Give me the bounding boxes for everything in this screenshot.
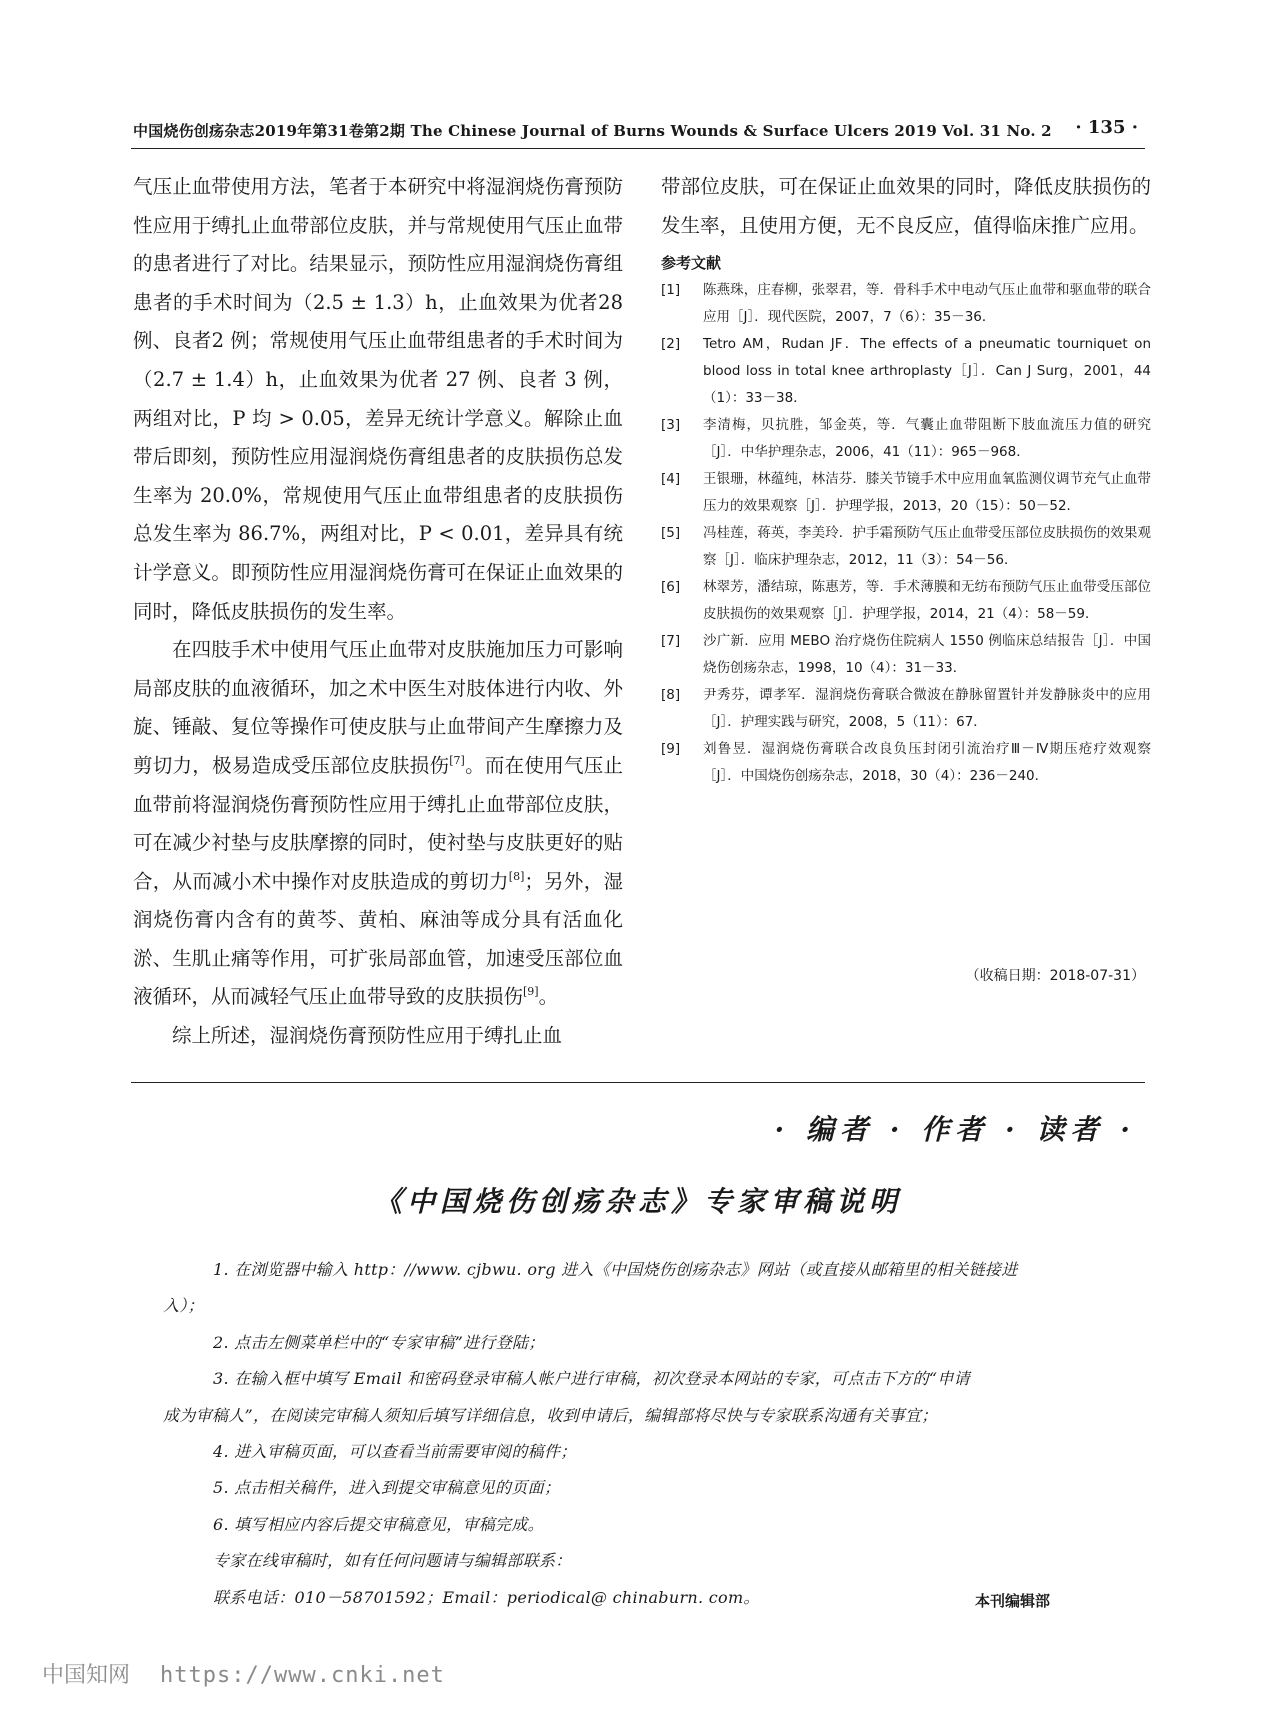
references-heading: 参考文献 (661, 254, 722, 273)
section-tag: · 编者 · 作者 · 读者 · (774, 1113, 1136, 1146)
notice-line: 4. 进入审稿页面，可以查看当前需要审阅的稿件； (213, 1442, 577, 1462)
paragraph: 带部位皮肤，可在保证止血效果的同时，降低皮肤损伤的发生率，且使用方便，无不良反应，值得临床推广应用。 (661, 175, 1151, 237)
reference-number: [3] (661, 417, 681, 434)
notice-title: 《中国烧伤创疡杂志》专家审稿说明 (373, 1185, 902, 1218)
reference-item (661, 331, 1151, 412)
reference-text: Tetro AM，Rudan JF．The effects of a pneumatic tourniquet on blood loss in total knee arthroplasty［J］．Can J Surg，2001，44（1）：33－38． (703, 336, 1151, 407)
reference-text: 沙广新．应用 MEBO 治疗烧伤住院病人 1550 例临床总结报告［J］．中国烧伤创疡杂志，1998，10（4）：31－33． (703, 633, 1151, 677)
text-run: 。 (538, 985, 559, 1009)
reference-text: 王银珊，林蕴纯，林洁芬．膝关节镜手术中应用血氧监测仪调节充气止血带压力的效果观察［J］．护理学报，2013，20（15）：50－52． (703, 471, 1151, 515)
reference-number: [4] (661, 471, 681, 488)
notice-line: 入）； (163, 1296, 204, 1316)
reference-item (661, 520, 1151, 574)
reference-text: 李清梅，贝抗胜，邹金英，等．气囊止血带阻断下肢血流压力值的研究［J］．中华护理杂志，2006，41（11）：965－968． (703, 417, 1151, 461)
reference-text: 冯桂莲，蒋英，李美玲．护手霜预防气压止血带受压部位皮肤损伤的效果观察［J］．临床护理杂志，2012，11（3）：54－56． (703, 525, 1151, 569)
reference-item (661, 412, 1151, 466)
reference-number: [7] (661, 633, 681, 650)
citation: [7] (449, 753, 465, 767)
reference-item (661, 574, 1151, 628)
reference-item (661, 277, 1151, 331)
reference-item (661, 466, 1151, 520)
citation: [8] (508, 869, 525, 883)
received-date: （收稿日期：2018-07-31） (965, 968, 1145, 984)
text-run: ；另外，湿润烧伤膏内含有的黄芩、黄柏、麻油等成分具有活血化淤、生肌止痛等作用，可扩张局部血管，加速受压部位血液循环，从而减轻气压止血带导致的皮肤损伤 (133, 869, 623, 1009)
citation: [9] (523, 985, 539, 999)
reference-item (661, 682, 1151, 736)
right-column (661, 168, 1151, 790)
reference-list (661, 277, 1151, 790)
reference-number: [8] (661, 687, 681, 704)
watermark-url: https://www.cnki.net (160, 1663, 445, 1688)
text-run: 。而在使用气压止血带前将湿润烧伤膏预防性应用于缚扎止血带部位皮肤，可在减少衬垫与皮肤摩擦的同时，使衬垫与皮肤更好的贴合，从而减小术中操作对皮肤造成的剪切力 (133, 753, 623, 893)
watermark-cn: 中国知网 (42, 1663, 131, 1688)
notice-line: 1. 在浏览器中输入 http：//www. cjbwu. org 进入《中国烧伤创疡杂志》网站（或直接从邮箱里的相关链接进 (213, 1260, 1018, 1279)
notice-line: 3. 在输入框中填写 Email 和密码登录审稿人帐户进行审稿，初次登录本网站的专家，可点击下方的“申请 (213, 1369, 970, 1389)
reference-number: [5] (661, 525, 681, 542)
text-run: 在四肢手术中使用气压止血带对皮肤施加压力可影响局部皮肤的血液循环，加之术中医生对肢体进行内收、外旋、锤敲、复位等操作可使皮肤与止血带间产生摩擦力及剪切力，极易造成受压部位皮肤损伤 (133, 638, 623, 777)
reference-text: 尹秀芬，谭孝军．湿润烧伤膏联合微波在静脉留置针并发静脉炎中的应用［J］．护理实践与研究，2008，5（11）：67． (703, 687, 1151, 731)
notice-line: 专家在线审稿时，如有任何问题请与编辑部联系： (213, 1551, 572, 1571)
signoff: 本刊编辑部 (975, 1592, 1051, 1610)
section-divider (131, 1082, 1145, 1083)
reference-text: 陈燕珠，庄春柳，张翠君，等．骨科手术中电动气压止血带和驱血带的联合应用［J］．现代医院，2007，7（6）：35－36． (703, 282, 1151, 326)
reference-item (661, 736, 1151, 790)
reference-item (661, 628, 1151, 682)
reference-text: 刘鲁昱．湿润烧伤膏联合改良负压封闭引流治疗Ⅲ－Ⅳ期压疮疗效观察［J］．中国烧伤创疡杂志，2018，30（4）：236－240． (703, 741, 1151, 785)
reference-number: [2] (661, 336, 681, 353)
notice-line: 联系电话：010－58701592；Email：periodical@ chinaburn. com。 (213, 1587, 760, 1607)
notice-line: 2. 点击左侧菜单栏中的“专家审稿”进行登陆； (213, 1332, 545, 1352)
running-head: 中国烧伤创疡杂志2019年第31卷第2期 The Chinese Journal of Burns Wounds & Surface Ulcers 2019 Vol. 31 No. 2 (133, 122, 1052, 140)
reference-text: 林翠芳，潘结琼，陈惠芳，等．手术薄膜和无纺布预防气压止血带受压部位皮肤损伤的效果观察［J］．护理学报，2014，21（4）：58－59． (703, 579, 1151, 623)
reference-number: [9] (661, 741, 681, 758)
notice-line: 成为审稿人”，在阅读完审稿人须知后填写详细信息，收到申请后，编辑部将尽快与专家联系沟通有关事宜； (163, 1405, 938, 1425)
reference-number: [6] (661, 579, 681, 596)
notice-line: 5. 点击相关稿件，进入到提交审稿意见的页面； (213, 1478, 561, 1498)
watermark (42, 1658, 445, 1689)
page-number: · 135 · (1075, 117, 1138, 138)
paragraph: 气压止血带使用方法，笔者于本研究中将湿润烧伤膏预防性应用于缚扎止血带部位皮肤，并与常规使用气压止血带的患者进行了对比。结果显示，预防性应用湿润烧伤膏组患者的手术时间为（2.5 ± 1.3）h，止血效果为优者28 例、良者2 例；常规使用气压止血带组患者的手术时间为（2.7 ± 1.4）h，止血效果为优者 27 例、良者 3 例，两组对比，P 均 > 0.05，差异无统计学意义。解除止血带后即刻，预防性应用湿润烧伤膏组患者的皮肤损伤总发生率为 20.0%，常规使用气压止血带组患者的皮肤损伤总发生率为 86.7%，两组对比，P < 0.01，差异具有统计学意义。即预防性应用湿润烧伤膏可在保证止血效果的同时，降低皮肤损伤的发生率。 (133, 175, 623, 623)
left-column (133, 168, 623, 1056)
header-rule (131, 148, 1145, 149)
notice-body (163, 1252, 1113, 1616)
notice-line: 6. 填写相应内容后提交审稿意见，审稿完成。 (213, 1514, 544, 1534)
reference-number: [1] (661, 282, 681, 299)
paragraph: 综上所述，湿润烧伤膏预防性应用于缚扎止血 (172, 1024, 563, 1048)
paragraph (133, 631, 623, 1017)
